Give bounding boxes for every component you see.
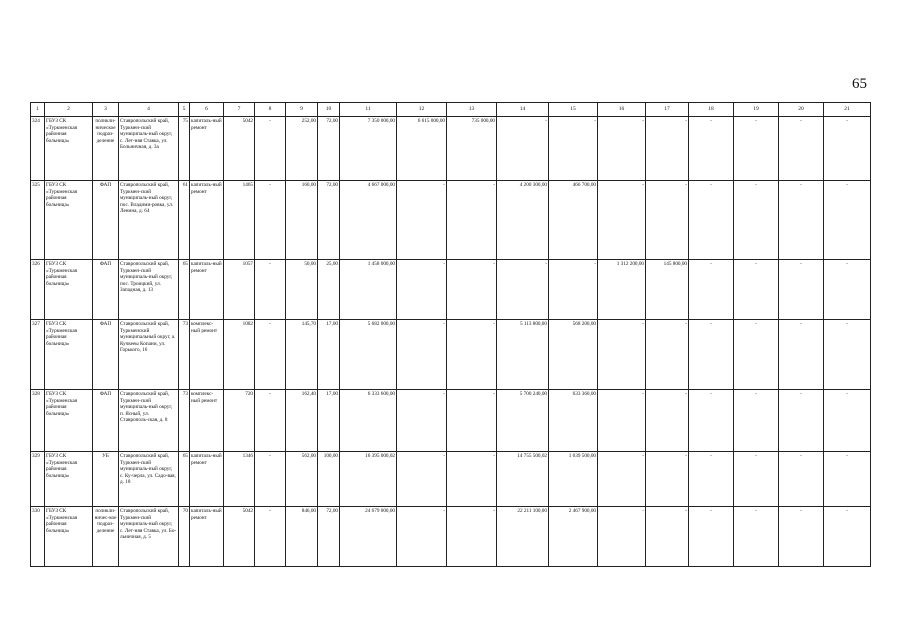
table-cell: -: [598, 507, 646, 567]
table-cell: -: [549, 117, 598, 181]
table-cell: 65: [179, 260, 190, 320]
table-cell: 72,00: [318, 181, 340, 260]
table-cell: -: [549, 260, 598, 320]
table-cell: Ставропольский край, Туркменский муниципальный округ, а. Кучкееы Копани, ул. Горького, 16: [119, 320, 179, 390]
table-cell: 61: [179, 181, 190, 260]
table-cell: поликли-ническое подраз-деление: [93, 117, 119, 181]
table-cell: 70: [179, 507, 190, 567]
table-cell: -: [397, 260, 447, 320]
table-cell: капиталь-ный ремонт: [190, 452, 224, 507]
column-header: 11: [340, 103, 397, 117]
table-cell: 330: [31, 507, 45, 567]
table-cell: -: [447, 390, 497, 452]
table-cell: -: [497, 117, 549, 181]
table-cell: -: [397, 320, 447, 390]
table-cell: 5 682 000,00: [340, 320, 397, 390]
table-cell: -: [734, 320, 779, 390]
table-cell: 735 000,00: [447, 117, 497, 181]
table-cell: -: [824, 390, 871, 452]
table-cell: ГБУЗ СК «Туркменская районная больница»: [45, 260, 93, 320]
table-cell: -: [255, 452, 286, 507]
table-cell: ФАП: [93, 260, 119, 320]
table-cell: -: [255, 507, 286, 567]
table-cell: 162,40: [286, 390, 318, 452]
column-header: 15: [549, 103, 598, 117]
page-number: 65: [852, 76, 867, 92]
table-cell: -: [734, 260, 779, 320]
table-row: [31, 320, 871, 390]
table-row: [31, 452, 871, 507]
table-cell: 6 333 600,00: [340, 390, 397, 452]
table-cell: УБ: [93, 452, 119, 507]
table-cell: -: [397, 507, 447, 567]
table-cell: ФАП: [93, 181, 119, 260]
table-cell: -: [824, 452, 871, 507]
table-cell: -: [397, 452, 447, 507]
table-cell: комплекс-ный ремонт: [190, 320, 224, 390]
table-cell: -: [734, 181, 779, 260]
table-cell: -: [824, 320, 871, 390]
header-row: [31, 103, 871, 117]
column-header: 13: [447, 103, 497, 117]
table-cell: ГБУЗ СК «Туркменская районная больница»: [45, 390, 93, 452]
table-cell: 5042: [224, 117, 255, 181]
table-cell: -: [447, 452, 497, 507]
table-cell: капиталь-ный ремонт: [190, 181, 224, 260]
table-cell: -: [779, 320, 824, 390]
table-cell: -: [689, 452, 734, 507]
table-cell: 1 312 200,00: [598, 260, 646, 320]
table-cell: поликли-ничес-кое подраз-деление: [93, 507, 119, 567]
table-cell: -: [646, 452, 689, 507]
table-cell: -: [779, 452, 824, 507]
table-cell: -: [497, 260, 549, 320]
table-cell: 326: [31, 260, 45, 320]
table-cell: Ставропольский край, Туркмен-ский муниципаль-ный округ, пос. Владими-ровка, ул. Ленина, д. 64: [119, 181, 179, 260]
table-cell: -: [646, 507, 689, 567]
table-row: [31, 181, 871, 260]
table-cell: капиталь-ный ремонт: [190, 117, 224, 181]
table-cell: -: [779, 390, 824, 452]
table-cell: Ставропольский край, Туркмен-ский муниципаль-ный округ, пос. Троицкий, ул. Западная, д. 13: [119, 260, 179, 320]
table-cell: ФАП: [93, 390, 119, 452]
table-cell: 72,00: [318, 507, 340, 567]
table-cell: 562,00: [286, 452, 318, 507]
table-cell: -: [689, 320, 734, 390]
table-cell: -: [689, 117, 734, 181]
table-cell: -: [689, 390, 734, 452]
table-cell: 1057: [224, 260, 255, 320]
table-cell: -: [646, 181, 689, 260]
table-cell: ФАП: [93, 320, 119, 390]
table-cell: 4 667 000,00: [340, 181, 397, 260]
column-header: 2: [45, 103, 93, 117]
table-cell: -: [646, 117, 689, 181]
table-cell: 328: [31, 390, 45, 452]
table-cell: 73: [179, 320, 190, 390]
table-cell: -: [397, 181, 447, 260]
table-cell: 14 755 500,02: [497, 452, 549, 507]
table-cell: -: [824, 507, 871, 567]
table-cell: -: [689, 260, 734, 320]
table-cell: -: [397, 390, 447, 452]
table-cell: 24 679 000,00: [340, 507, 397, 567]
table-cell: -: [255, 260, 286, 320]
column-header: 12: [397, 103, 447, 117]
table-cell: -: [447, 320, 497, 390]
table-cell: 5042: [224, 507, 255, 567]
table-cell: -: [598, 181, 646, 260]
table-cell: 1346: [224, 452, 255, 507]
table-cell: -: [598, 117, 646, 181]
table-cell: капиталь-ный ремонт: [190, 260, 224, 320]
table-cell: -: [689, 181, 734, 260]
column-header: 6: [190, 103, 224, 117]
column-header: 20: [779, 103, 824, 117]
table-cell: 5 113 800,00: [497, 320, 549, 390]
table-cell: 17,00: [318, 390, 340, 452]
table-cell: 6 615 000,00: [397, 117, 447, 181]
table-cell: 72,00: [318, 117, 340, 181]
table-cell: ГБУЗ СК «Туркменская районная больница»: [45, 117, 93, 181]
table-cell: 466 700,00: [549, 181, 598, 260]
column-header: 5: [179, 103, 190, 117]
table-cell: 4 200 300,00: [497, 181, 549, 260]
table-cell: 17,00: [318, 320, 340, 390]
table-cell: 25,00: [318, 260, 340, 320]
table-cell: -: [779, 117, 824, 181]
table-cell: ГБУЗ СК «Туркменская районная больница»: [45, 181, 93, 260]
table-cell: 100,00: [318, 452, 340, 507]
table-cell: 1082: [224, 320, 255, 390]
table-cell: -: [734, 452, 779, 507]
column-header: 18: [689, 103, 734, 117]
column-header: 1: [31, 103, 45, 117]
column-header: 8: [255, 103, 286, 117]
column-header: 9: [286, 103, 318, 117]
table-cell: -: [255, 117, 286, 181]
table-cell: -: [646, 390, 689, 452]
table-cell: 1 458 000,00: [340, 260, 397, 320]
table-cell: 329: [31, 452, 45, 507]
table-cell: 73: [179, 390, 190, 452]
table-cell: 50,00: [286, 260, 318, 320]
table-cell: 7 350 000,00: [340, 117, 397, 181]
table-cell: 568 200,00: [549, 320, 598, 390]
table-cell: -: [824, 260, 871, 320]
table-cell: 327: [31, 320, 45, 390]
table-cell: ГБУЗ СК «Туркменская районная больница»: [45, 320, 93, 390]
table-cell: Ставропольский край, Туркмен-ский муниципаль-ный округ, с. Лет-няя Ставка, ул. Больничная, д. 3а: [119, 117, 179, 181]
table-cell: 1465: [224, 181, 255, 260]
table-cell: -: [734, 507, 779, 567]
table-cell: 160,00: [286, 181, 318, 260]
table-cell: -: [689, 507, 734, 567]
column-header: 14: [497, 103, 549, 117]
table-row: [31, 117, 871, 181]
table-cell: -: [447, 507, 497, 567]
column-header: 17: [646, 103, 689, 117]
table-cell: 145,70: [286, 320, 318, 390]
table-cell: -: [447, 260, 497, 320]
table-cell: 252,00: [286, 117, 318, 181]
table-cell: Ставропольский край, Туркмен-ский муниципаль-ный округ, п. Ясный, ул. Ставрополь-ская, д. 8: [119, 390, 179, 452]
table-cell: -: [447, 181, 497, 260]
table-cell: 324: [31, 117, 45, 181]
table-cell: -: [734, 390, 779, 452]
table-cell: -: [598, 390, 646, 452]
table-cell: -: [734, 117, 779, 181]
table-cell: 22 211 100,00: [497, 507, 549, 567]
table-cell: капиталь-ный ремонт: [190, 507, 224, 567]
table-cell: 16 395 000,02: [340, 452, 397, 507]
table-cell: 65: [179, 452, 190, 507]
table-cell: -: [255, 320, 286, 390]
table-cell: ГБУЗ СК «Туркменская районная больница»: [45, 507, 93, 567]
table-cell: 145 800,00: [646, 260, 689, 320]
column-header: 3: [93, 103, 119, 117]
table-cell: -: [646, 320, 689, 390]
table-cell: -: [824, 181, 871, 260]
table-cell: Ставропольский край, Туркмен-ский муниципаль-ный округ, с. Ку-черла, ул. Садо-вая, д. 18: [119, 452, 179, 507]
table-cell: -: [779, 260, 824, 320]
table-row: [31, 507, 871, 567]
table-cell: 1 639 500,00: [549, 452, 598, 507]
table-cell: ГБУЗ СК «Туркменская районная больница»: [45, 452, 93, 507]
column-header: 16: [598, 103, 646, 117]
table-cell: 75: [179, 117, 190, 181]
table-cell: 720: [224, 390, 255, 452]
column-header: 19: [734, 103, 779, 117]
table-cell: -: [824, 117, 871, 181]
table-cell: -: [255, 390, 286, 452]
table-cell: -: [779, 507, 824, 567]
column-header: 21: [824, 103, 871, 117]
table-cell: Ставропольский край, Туркмен-ский муниципаль-ный округ, с. Лет-няя Ставка, ул. Бо-льничная, д. 5: [119, 507, 179, 567]
table-cell: 5 700 240,00: [497, 390, 549, 452]
column-header: 10: [318, 103, 340, 117]
table-cell: -: [255, 181, 286, 260]
table-cell: 325: [31, 181, 45, 260]
table-cell: -: [779, 181, 824, 260]
column-header: 4: [119, 103, 179, 117]
table-cell: -: [598, 320, 646, 390]
column-header: 7: [224, 103, 255, 117]
table-cell: 846,00: [286, 507, 318, 567]
table-cell: -: [598, 452, 646, 507]
table-cell: 2 467 900,00: [549, 507, 598, 567]
facilities-table: [30, 102, 871, 567]
table-row: [31, 260, 871, 320]
table-cell: 633 360,00: [549, 390, 598, 452]
table-row: [31, 390, 871, 452]
table-cell: комплекс-ный ремонт: [190, 390, 224, 452]
